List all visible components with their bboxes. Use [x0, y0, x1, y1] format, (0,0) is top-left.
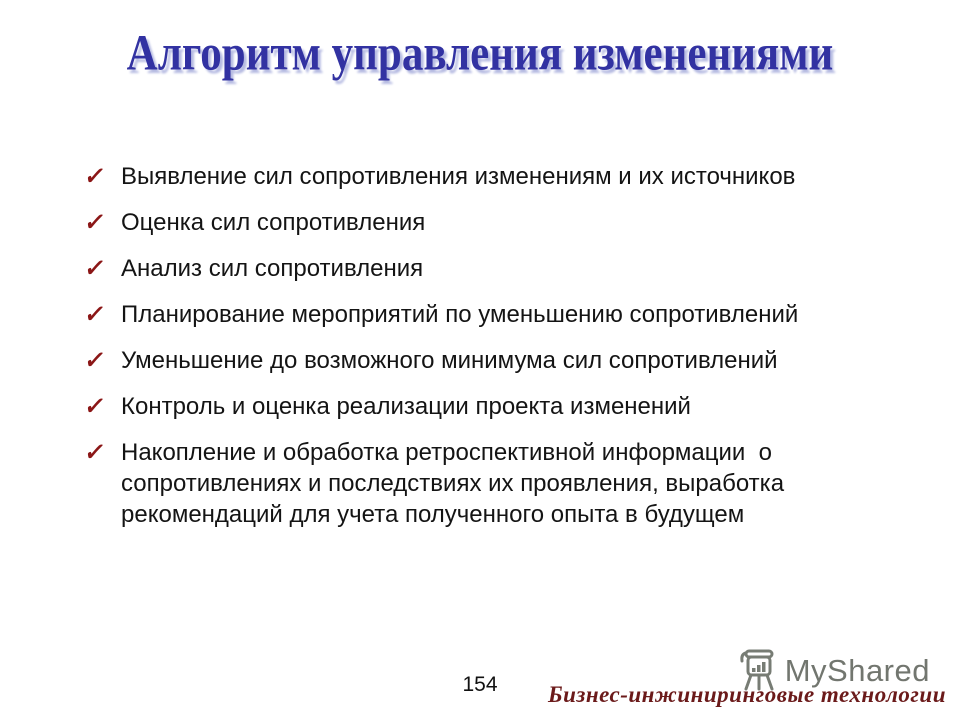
checkmark-bullet-icon: ✓ [82, 393, 108, 420]
checkmark-bullet-icon: ✓ [82, 163, 108, 190]
brand-footer-text: Бизнес-инжиниринговые технологии [547, 682, 946, 707]
myshared-logo-text: MyShared [784, 652, 930, 688]
list-item-text: Уменьшение до возможного минимума сил сопротивлений [121, 347, 778, 374]
bullet-list [82, 161, 897, 545]
list-item-text: Накопление и обработка ретроспективной информации о сопротивлениях и последствиях их проявления, выработка рекомендаций для учета полученного опыта в будущем [121, 439, 791, 528]
checkmark-bullet-icon: ✓ [82, 255, 108, 282]
list-item-text: Оценка сил сопротивления [121, 209, 426, 236]
checkmark-bullet-icon: ✓ [82, 347, 108, 374]
slide-title: Алгоритм управления изменениями [126, 26, 834, 82]
list-item-text: Планирование мероприятий по уменьшению сопротивлений [121, 301, 799, 328]
list-item [82, 391, 897, 422]
list-item-text: Анализ сил сопротивления [121, 255, 424, 282]
checkmark-bullet-icon: ✓ [82, 209, 108, 236]
list-item-text: Контроль и оценка реализации проекта изменений [121, 393, 691, 420]
list-item-text: Выявление сил сопротивления изменениям и их источников [121, 163, 796, 190]
checkmark-bullet-icon: ✓ [82, 439, 108, 466]
page-number: 154 [462, 673, 498, 696]
list-item [82, 437, 897, 530]
checkmark-bullet-icon: ✓ [82, 301, 108, 328]
list-item [82, 207, 897, 238]
list-item [82, 253, 897, 284]
list-item [82, 299, 897, 330]
list-item [82, 161, 897, 192]
list-item [82, 345, 897, 376]
